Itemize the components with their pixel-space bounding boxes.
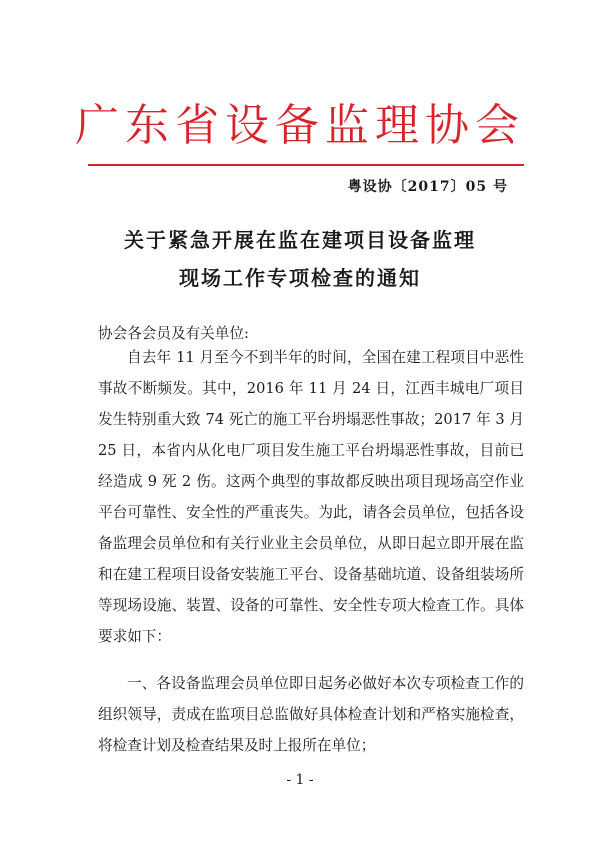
- body-paragraph-1: 自去年 11 月至今不到半年的时间，全国在建工程项目中恶性事故不断频发。其中，2016 年 11 月 24 日，江西丰城电厂项目发生特别重大致 74 死亡的施工平台坍塌恶性事故；2017 年 3 月 25 日，本省内从化电厂项目发生施工平台坍塌恶性事故，目前已经造成 9 死 2 伤。这两个典型的事故都反映出项目现场高空作业平台可靠性、安全性的严重丧失。为此，请各会员单位，包括各设备监理会员单位和有关行业业主会员单位，从即日起立即开展在监和在建工程项目设备安装施工平台、设备基础坑道、设备组装场所等现场设施、装置、设备的可靠性、安全性专项大检查工作。具体要求如下：: [98, 349, 524, 645]
- page-number: - 1 -: [286, 772, 314, 788]
- body-paragraph-2: 一、各设备监理会员单位即日起务必做好本次专项检查工作的组织领导，责成在监项目总监做好具体检查计划和严格实施检查，将检查计划及检查结果及时上报所在单位；: [98, 675, 524, 754]
- salutation: 协会各会员及有关单位:: [98, 325, 249, 342]
- letterhead-divider: [88, 164, 524, 166]
- letterhead-org-name: 广东省设备监理协会: [75, 100, 525, 151]
- notice-title-line-2: 现场工作专项检查的通知: [179, 266, 421, 290]
- notice-title-line-1: 关于紧急开展在监在建项目设备监理: [124, 228, 476, 252]
- document-number: 粤设协〔2017〕05 号: [347, 179, 508, 195]
